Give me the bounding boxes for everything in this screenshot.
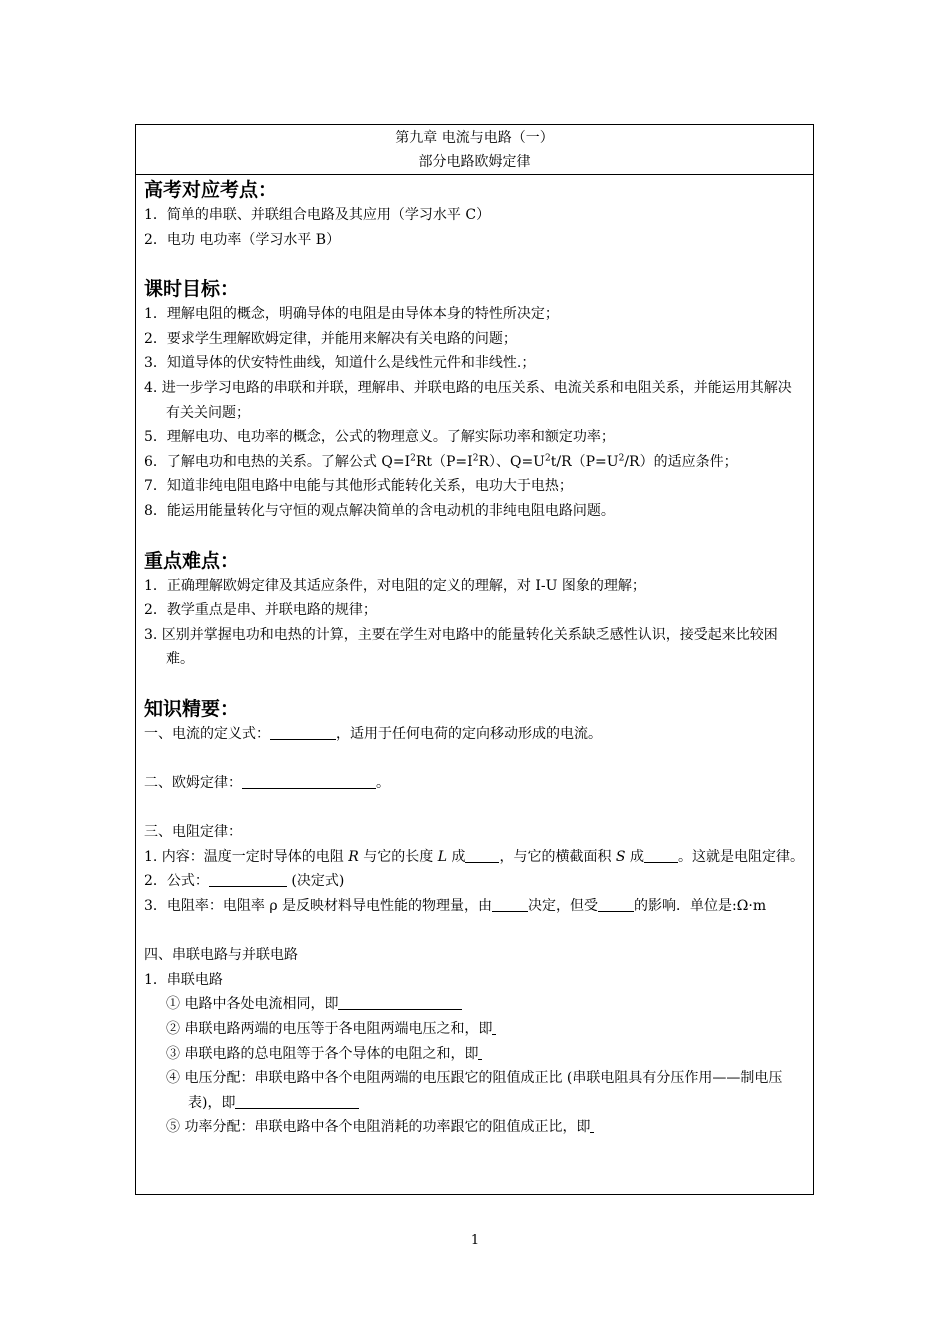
objective-item: 4. 进一步学习电路的串联和并联，理解串、并联电路的电压关系、电流关系和电阻关系，并能运用其解决有关关问题； bbox=[144, 379, 792, 421]
objective-item: 8．能运用能量转化与守恒的观点解决简单的含电动机的非纯电阻电路问题。 bbox=[144, 502, 615, 519]
series-item: ⑤ 功率分配：串联电路中各个电阻消耗的功率跟它的阻值成正比，即 bbox=[144, 1115, 805, 1140]
series-item: ① 电路中各处电流相同，即 bbox=[144, 992, 805, 1017]
knowledge-heading: 知识精要： bbox=[144, 697, 240, 720]
resistance-law-content: 1. 内容：温度一定时导体的电阻 R 与它的长度 L 成 ，与它的横截面积 S 成 。这就是电阻定律。 bbox=[144, 845, 805, 870]
exam-point-item: 1．简单的串联、并联组合电路及其应用（学习水平 C） bbox=[144, 207, 491, 223]
difficulty-item: 2．教学重点是串、并联电路的规律； bbox=[144, 602, 377, 619]
difficulty-item: 3. 区别并掌握电功和电热的计算，主要在学生对电路中的能量转化关系缺乏感性认识，接受起来比较困难。 bbox=[144, 626, 778, 668]
current-definition: 一、电流的定义式： ，适用于任何电荷的定向移动形成的电流。 bbox=[144, 722, 805, 747]
fill-blank bbox=[590, 1116, 594, 1133]
difficulty-item: 1．正确理解欧姆定律及其适应条件，对电阻的定义的理解，对 I-U 图象的理解； bbox=[144, 577, 646, 594]
resistance-law-title: 三、电阻定律： bbox=[144, 824, 242, 841]
circuit-title: 四、串联电路与并联电路 bbox=[144, 947, 298, 964]
resistance-formula: 2．公式： (决定式) bbox=[144, 869, 805, 894]
fill-blank bbox=[465, 846, 499, 863]
document-table bbox=[135, 124, 814, 1195]
fill-blank bbox=[235, 1092, 359, 1109]
table-body bbox=[136, 177, 813, 1140]
fill-blank bbox=[478, 1043, 482, 1060]
ohm-law: 二、欧姆定律： 。 bbox=[144, 771, 805, 796]
objective-item: 5．理解电功、电功率的概念，公式的物理意义。了解实际功率和额定功率； bbox=[144, 429, 615, 446]
lesson-title: 部分电路欧姆定律 bbox=[418, 154, 531, 170]
exam-point-item: 2．电功 电功率（学习水平 B） bbox=[144, 231, 341, 248]
fill-blank bbox=[270, 723, 336, 740]
fill-blank bbox=[242, 772, 376, 789]
objective-item: 2．要求学生理解欧姆定律，并能用来解决有关电路的问题； bbox=[144, 330, 517, 347]
resistivity: 3．电阻率：电阻率 ρ 是反映材料导电性能的物理量，由 决定，但受 的影响．单位是:Ω·m bbox=[144, 894, 805, 919]
fill-blank bbox=[492, 1018, 496, 1035]
series-item: ④ 电压分配：串联电路中各个电阻两端的电压跟它的阻值成正比 (串联电阻具有分压作用——制电压表)，即 bbox=[166, 1070, 783, 1111]
table-header bbox=[136, 125, 813, 175]
fill-blank bbox=[338, 993, 462, 1010]
fill-blank bbox=[209, 870, 287, 887]
objectives-heading: 课时目标： bbox=[144, 278, 240, 301]
series-item: ② 串联电路两端的电压等于各电阻两端电压之和，即 bbox=[144, 1017, 805, 1042]
objective-item-formula: 6．了解电功和电热的关系。了解公式 $Q=I^2Rt(P=I^2R)$、$Q=U^2t/R(P=U^2/R)$的适应条件； bbox=[144, 453, 738, 470]
objective-item: 3．知道导体的伏安特性曲线，知道什么是线性元件和非线性.； bbox=[144, 355, 536, 372]
series-item: ③ 串联电路的总电阻等于各个导体的电阻之和，即 bbox=[144, 1042, 805, 1067]
chapter-title: 第九章 电流与电路（一） bbox=[395, 130, 554, 146]
difficulties-heading: 重点难点： bbox=[144, 549, 240, 572]
page-number: 1 bbox=[470, 1233, 480, 1248]
exam-points-heading: 高考对应考点： bbox=[144, 179, 278, 201]
fill-blank bbox=[644, 846, 678, 863]
fill-blank bbox=[492, 895, 528, 912]
series-title: 1．串联电路 bbox=[144, 971, 223, 988]
objective-item: 7．知道非纯电阻电路中电能与其他形式能转化关系，电功大于电热； bbox=[144, 478, 573, 495]
objective-item: 1．理解电阻的概念，明确导体的电阻是由导体本身的特性所决定； bbox=[144, 306, 559, 323]
fill-blank bbox=[598, 895, 634, 912]
